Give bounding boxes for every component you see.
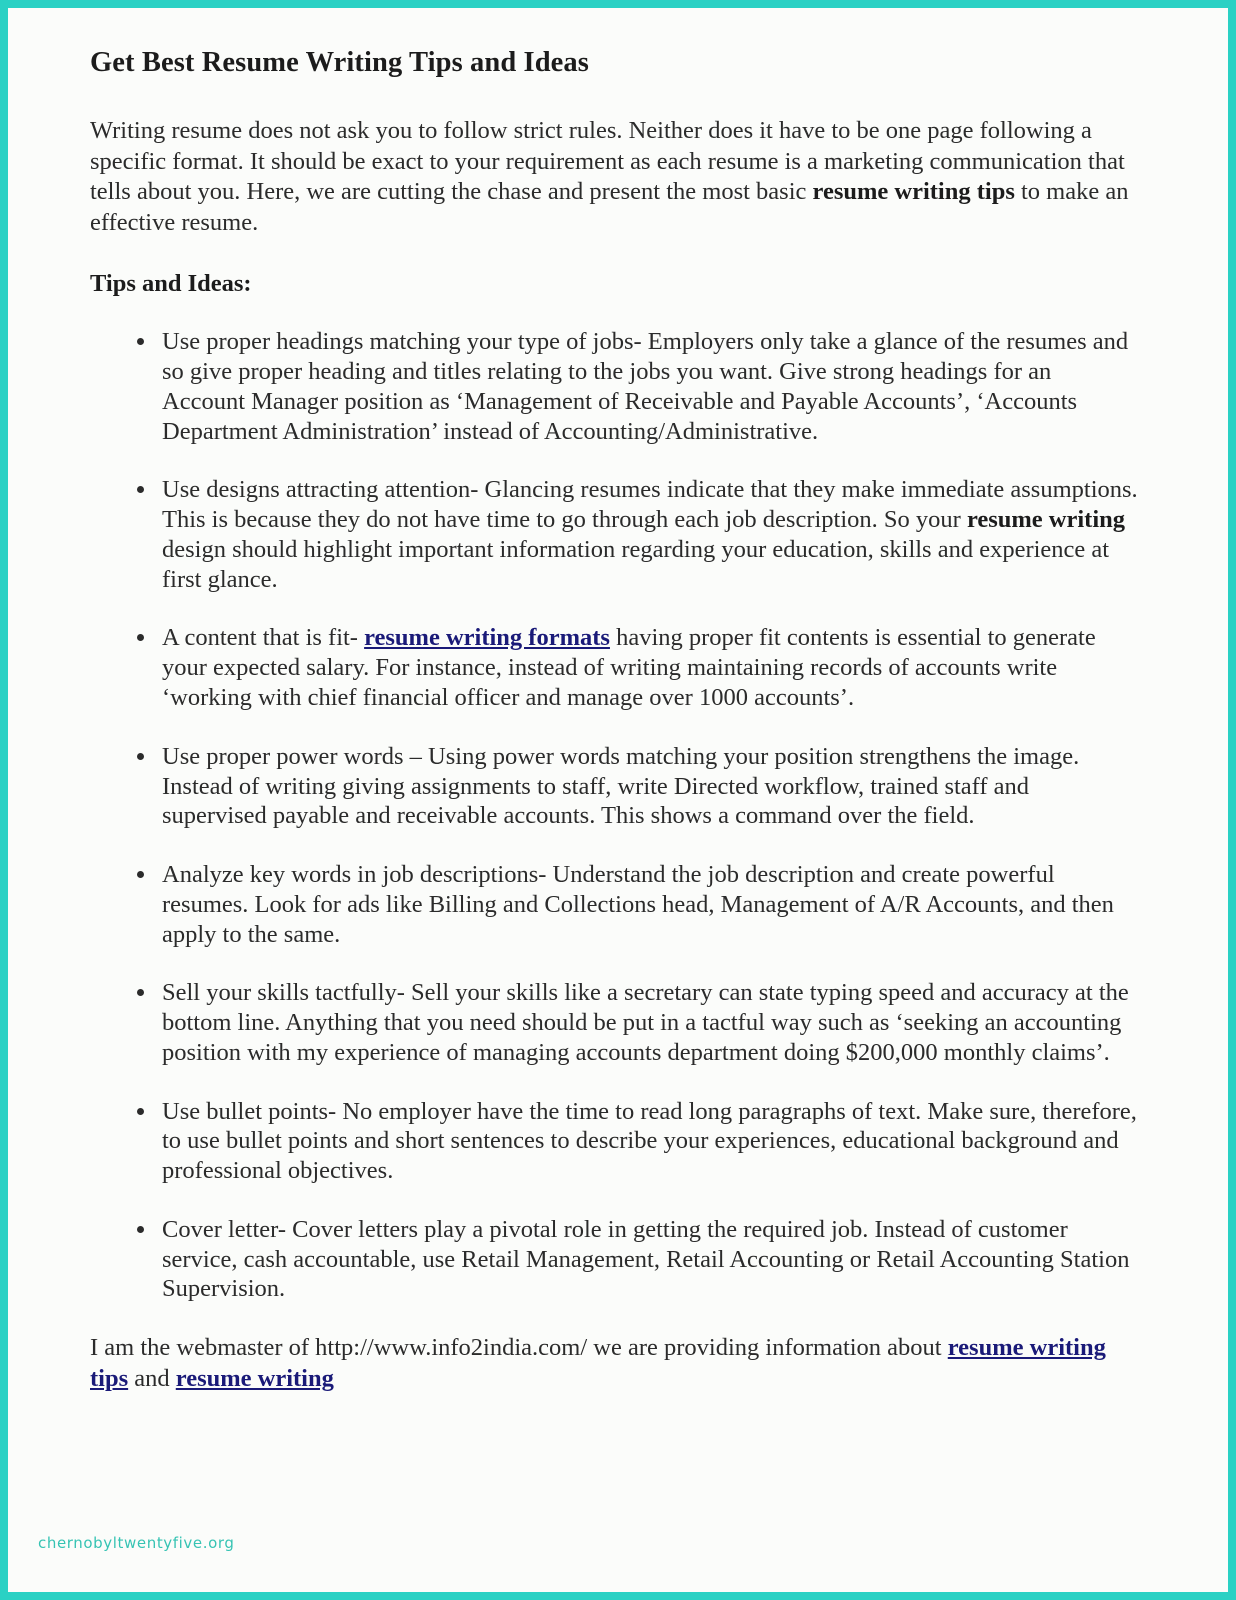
intro-text-part2: to make an effective resume. (90, 178, 1129, 237)
closing-joiner: and (128, 1364, 176, 1392)
list-item-headings (90, 327, 1138, 446)
bullet-dot-icon (137, 1226, 144, 1233)
list-item-sell-skills (90, 978, 1138, 1067)
bullet-dot-icon (137, 871, 144, 878)
bullet-dot-icon (137, 338, 144, 345)
page-title: Get Best Resume Writing Tips and Ideas (90, 47, 589, 78)
intro-text-part1: Writing resume does not ask you to follow strict rules. Neither does it have to be one page following a specific format. It should be exact to your requirement as each resume is a marketing communication that tells about you. Here, we are cutting the chase and present the most basic (90, 117, 1125, 206)
bullet-dot-icon (137, 753, 144, 760)
document-content (90, 46, 1138, 1394)
list-item-designs (90, 475, 1138, 594)
list-item-text: Use proper power words – Using power words matching your position strengthens the image. Instead of writing giving assignments to staff, write Directed workflow, trained staff and supervised payable and receivable accounts. This shows a command over the field. (162, 742, 1080, 830)
list-item-cover-letter (90, 1215, 1138, 1304)
list-item-text: Analyze key words in job descriptions- Understand the job description and create powerful resumes. Look for ads like Billing and Collections head, Management of A/R Accounts, and then apply to the same. (162, 861, 1114, 948)
link-resume-writing-tips[interactable]: resume writing tips (90, 1334, 1106, 1392)
list-item-power-words (90, 742, 1138, 831)
intro-paragraph (90, 116, 1138, 239)
list-item-text-before: A content that is fit- (162, 624, 365, 652)
list-item-text-before: Use designs attracting attention- Glancing resumes indicate that they make immediate assumptions. This is because they do not have time to go through each job description. So your (162, 476, 1138, 534)
watermark-label: chernobyltwentyfive.org (38, 1534, 235, 1552)
list-item-text-after: design should highlight important information regarding your education, skills and experience at first glance. (162, 535, 1110, 593)
bullet-dot-icon (137, 634, 144, 641)
list-item-bullet-points (90, 1097, 1138, 1186)
list-item-text: Use bullet points- No employer have the time to read long paragraphs of text. Make sure, therefore, to use bullet points and short sentences to describe your experiences, educational background and professional objectives. (162, 1097, 1137, 1185)
list-item-text: Cover letter- Cover letters play a pivotal role in getting the required job. Instead of customer service, cash accountable, use Retail Management, Retail Accounting or Retail Accounting Station Supervision. (162, 1215, 1130, 1303)
closing-paragraph (90, 1333, 1138, 1394)
document-sheet (8, 8, 1228, 1592)
list-item-text: Use proper headings matching your type of jobs- Employers only take a glance of the resumes and so give proper heading and titles relating to the jobs you want. Give strong headings for an Account Manager position as ‘Management of Receivable and Payable Accounts’, ‘Accounts Department Administration’ instead of Accounting/Administrative. (162, 328, 1129, 445)
link-resume-writing-formats[interactable]: resume writing formats (364, 624, 610, 652)
bullet-dot-icon (137, 1108, 144, 1115)
list-item-key-words (90, 860, 1138, 949)
list-item-text: Sell your skills tactfully- Sell your skills like a secretary can state typing speed and accuracy at the bottom line. Anything that you need should be put in a tactful way such as ‘seeking an accounting position with my experience of managing accounts department doing $200,000 monthly claims’. (162, 979, 1129, 1066)
link-resume-writing[interactable]: resume writing (175, 1364, 334, 1392)
list-item-bold-phrase: resume writing (966, 506, 1126, 534)
list-item-text-after: having proper fit contents is essential to generate your expected salary. For instance, instead of writing maintaining records of accounts write ‘working with chief financial officer and manage over 1000 accounts’. (162, 624, 1096, 711)
tips-list (90, 327, 1138, 1304)
list-item-content-fit (90, 623, 1138, 712)
closing-text-part1: I am the webmaster of http://www.info2india.com/ we are providing information about (90, 1334, 948, 1362)
section-heading: Tips and Ideas: (90, 269, 252, 297)
bullet-dot-icon (137, 989, 144, 996)
bullet-dot-icon (137, 486, 144, 493)
intro-bold-phrase: resume writing tips (812, 178, 1015, 206)
